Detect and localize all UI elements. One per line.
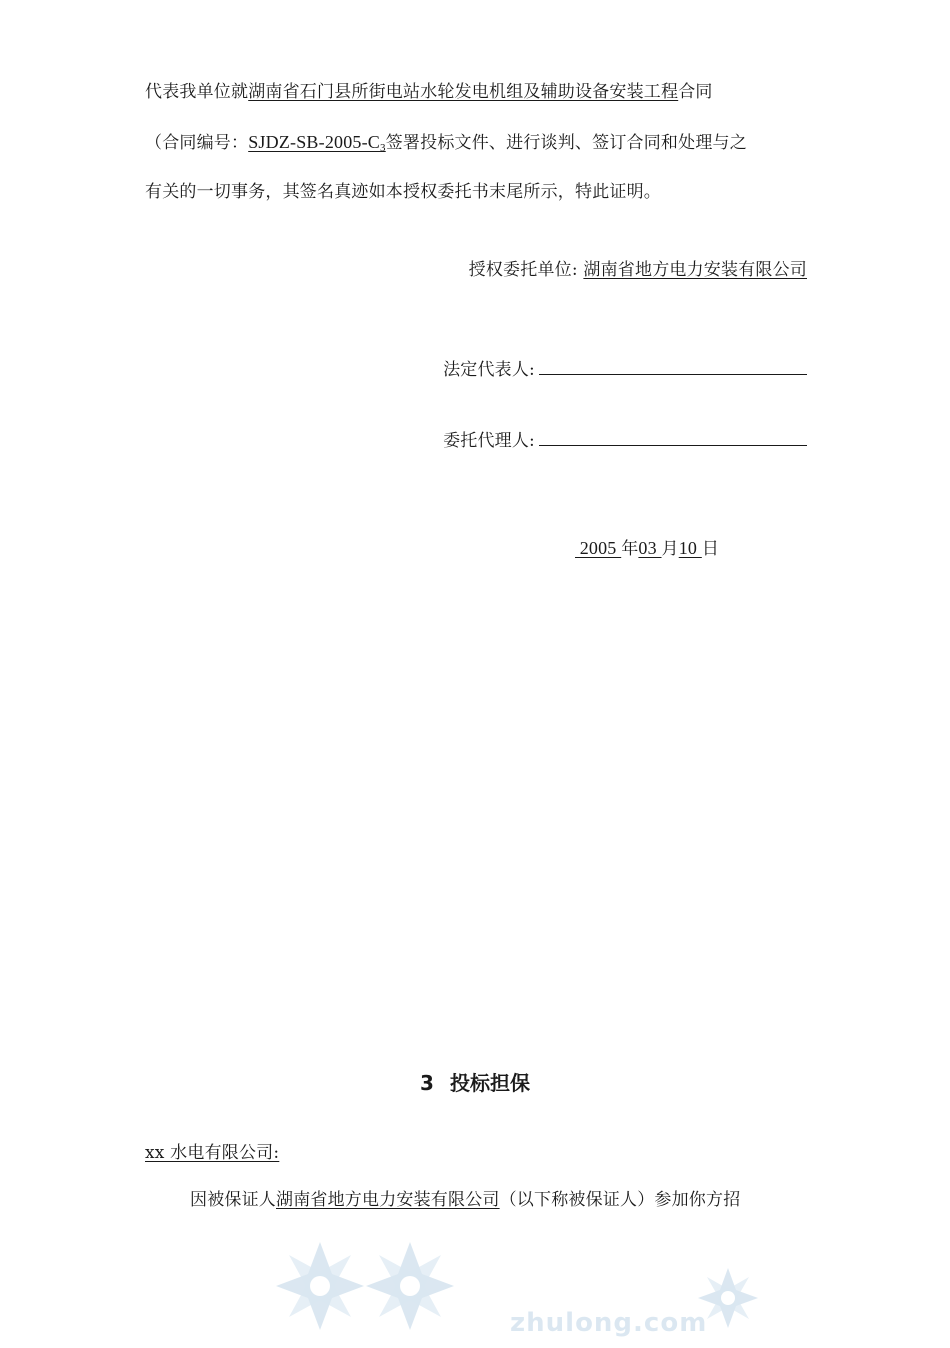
date-year: 2005 <box>575 538 622 558</box>
auth-text: 签署投标文件、进行谈判、签订合同和处理与之 <box>385 133 747 153</box>
authorizer-value: 湖南省地方电力安装有限公司 <box>583 260 807 280</box>
contract-number-subscript: 3 <box>380 142 386 154</box>
watermark-text: zhulong.com <box>510 1308 708 1338</box>
section-title: 投标担保 <box>449 1071 530 1095</box>
agent-line <box>145 429 807 453</box>
auth-text: （合同编号： <box>145 133 249 153</box>
guarantee-addressee-line <box>145 1141 807 1165</box>
contract-number <box>248 132 386 152</box>
auth-paragraph-line-2 <box>145 130 807 160</box>
watermark <box>260 1236 780 1344</box>
auth-text: 代表我单位就 <box>145 82 249 102</box>
agent-signature-field[interactable] <box>539 431 807 446</box>
contract-number-main: SJDZ-SB-2005-C <box>248 132 381 152</box>
project-name: 湖南省石门县所街电站水轮发电机组及辅助设备安装工程 <box>248 82 679 102</box>
date-day: 10 <box>678 538 702 558</box>
guarantee-paragraph-line-1 <box>190 1188 807 1212</box>
legal-rep-signature-field[interactable] <box>539 360 807 375</box>
date-day-unit: 日 <box>701 539 720 559</box>
guarantee-addressee: xx 水电有限公司: <box>145 1143 280 1163</box>
date-month: 03 <box>638 538 662 558</box>
date-month-unit: 月 <box>661 539 679 559</box>
guarantee-text: （以下称被保证人）参加你方招 <box>499 1190 741 1210</box>
auth-paragraph-line-3 <box>145 180 807 204</box>
auth-text: 合同 <box>678 82 713 102</box>
authorizer-line <box>145 258 807 282</box>
agent-label: 委托代理人: <box>443 431 535 451</box>
legal-rep-label: 法定代表人: <box>443 360 535 380</box>
authorizer-label: 授权委托单位: <box>468 260 578 280</box>
auth-paragraph-line-1 <box>145 80 807 104</box>
section-heading <box>0 1070 950 1096</box>
section-number: 3 <box>420 1071 434 1095</box>
auth-text: 有关的一切事务，其签名真迹如本授权委托书末尾所示，特此证明。 <box>145 182 661 202</box>
date-year-unit: 年 <box>621 539 639 559</box>
guaranteed-party: 湖南省地方电力安装有限公司 <box>276 1190 500 1210</box>
date-line <box>575 536 775 561</box>
legal-rep-line <box>145 358 807 382</box>
guarantee-text: 因被保证人 <box>190 1190 276 1210</box>
